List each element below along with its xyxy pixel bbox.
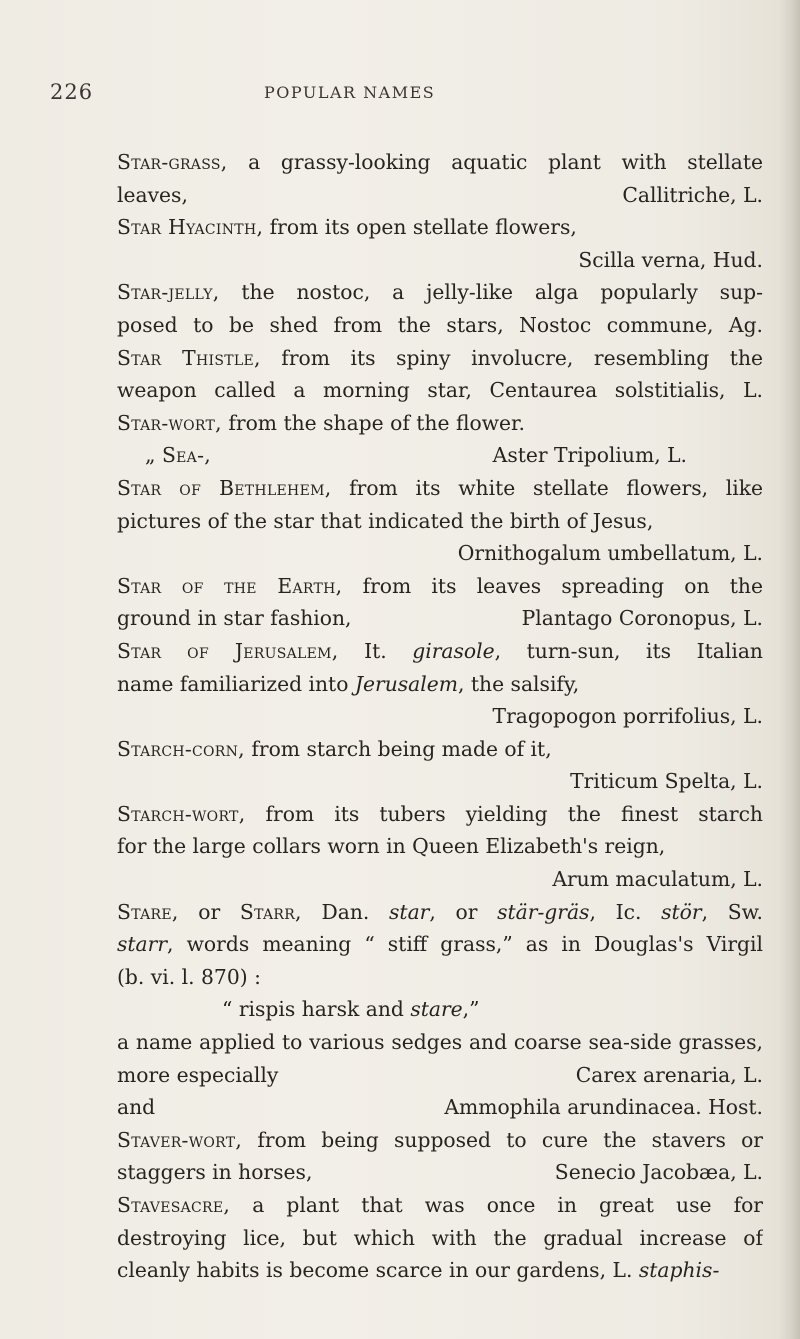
entry-line: destroying lice, but which with the gradual increase of: [117, 1225, 763, 1250]
entry-line: for the large collars worn in Queen Elizabeth's reign,: [117, 834, 666, 859]
ditto-mark: „: [145, 443, 156, 468]
latin-name: Callitriche, L.: [622, 182, 763, 207]
latin-name: Arum maculatum, L.: [552, 867, 763, 892]
latin-name: Senecio Jacobæa, L.: [554, 1160, 763, 1185]
entry-headword: Starch-corn,: [117, 736, 245, 761]
entry-headword: Stavesacre,: [117, 1193, 231, 1217]
entry-line: cleanly habits is become scarce in our gardens, L. staphis-: [117, 1258, 720, 1283]
entry-line: Star-wort, from the shape of the flower.: [117, 410, 525, 435]
entry-line: Staver-wort, from being supposed to cure the stavers or: [117, 1127, 763, 1152]
entry-line: Stare, or Starr, Dan. star, or stär-gräs, Ic. stör, Sw.: [117, 899, 763, 924]
entry-line: [117, 439, 763, 472]
entry-line: posed to be shed from the stars, Nostoc commune, Ag.: [117, 312, 763, 337]
entry-headword: Sea-,: [161, 443, 211, 468]
quotation: “ rispis harsk and stare,”: [222, 997, 480, 1022]
entry-line: Star-grass, a grassy-looking aquatic plant with stellate: [117, 150, 763, 174]
glossary-text: [117, 146, 763, 1287]
entry-line: Star of Bethlehem, from its white stellate flowers, like: [117, 475, 763, 500]
latin-name: Scilla verna, Hud.: [578, 247, 763, 272]
entry-line: Stavesacre, a plant that was once in great use for: [117, 1193, 763, 1217]
page-header: [0, 80, 800, 120]
entry-line: Star of the Earth, from its leaves spreading on the: [117, 573, 763, 598]
entry-line: more especially Carex arenaria, L.: [117, 1059, 763, 1092]
latin-name: Triticum Spelta, L.: [570, 769, 763, 794]
entry-line: Star of Jerusalem, It. girasole, turn-sun, its Italian: [117, 638, 763, 663]
entry-headword: Starch-wort,: [117, 801, 246, 826]
latin-name: Carex arenaria, L.: [575, 1062, 763, 1087]
entry-headword: Star of Bethlehem,: [117, 475, 332, 500]
entry-line: Starch-wort, from its tubers yielding the finest starch: [117, 801, 763, 826]
entry-line: weapon called a morning star, Centaurea solstitialis, L.: [117, 378, 763, 403]
entry-line: a name applied to various sedges and coarse sea-side grasses,: [117, 1030, 763, 1055]
entry-headword: Star Hyacinth,: [117, 215, 264, 240]
entry-line: Star Hyacinth, from its open stellate flowers,: [117, 215, 577, 240]
latin-name: Ornithogalum umbellatum, L.: [457, 541, 763, 566]
entry-headword: Star of the Earth,: [117, 573, 343, 598]
entry-line: (b. vi. l. 870) :: [117, 964, 261, 989]
entry-line: staggers in horses, Senecio Jacobæa, L.: [117, 1156, 763, 1189]
page-number: 226: [50, 80, 94, 104]
latin-name: Aster Tripolium, L.: [492, 443, 687, 468]
entry-headword: Star-jelly,: [117, 280, 220, 305]
entry-line: and Ammophila arundinacea. Host.: [117, 1091, 763, 1124]
running-head: POPULAR NAMES: [264, 83, 436, 102]
entry-headword: Star Thistle,: [117, 345, 261, 370]
entry-headword: Star of Jerusalem,: [117, 638, 339, 663]
entry-headword: Starr,: [239, 899, 302, 924]
page-edge-shadow: [778, 0, 800, 1339]
latin-name: Tragopogon porrifolius, L.: [492, 704, 763, 729]
latin-name: Plantago Coronopus, L.: [521, 606, 763, 631]
entry-line: pictures of the star that indicated the birth of Jesus,: [117, 508, 654, 533]
entry-headword: Star-grass,: [117, 150, 228, 174]
latin-name: Ammophila arundinacea. Host.: [444, 1095, 763, 1120]
entry-line: name familiarized into Jerusalem, the salsify,: [117, 671, 580, 696]
entry-headword: Star-wort,: [117, 410, 222, 435]
entry-line: Star Thistle, from its spiny involucre, resembling the: [117, 345, 763, 370]
entry-headword: Stare,: [117, 899, 179, 924]
entry-line: Starch-corn, from starch being made of it,: [117, 736, 552, 761]
entry-line: ground in star fashion, Plantago Coronopus, L.: [117, 602, 763, 635]
entry-line: starr, words meaning “ stiff grass,” as in Douglas's Virgil: [117, 932, 763, 957]
entry-line: leaves, Callitriche, L.: [117, 179, 763, 212]
entry-line: Star-jelly, the nostoc, a jelly-like alga popularly sup-: [117, 280, 763, 305]
entry-headword: Staver-wort,: [117, 1127, 243, 1152]
